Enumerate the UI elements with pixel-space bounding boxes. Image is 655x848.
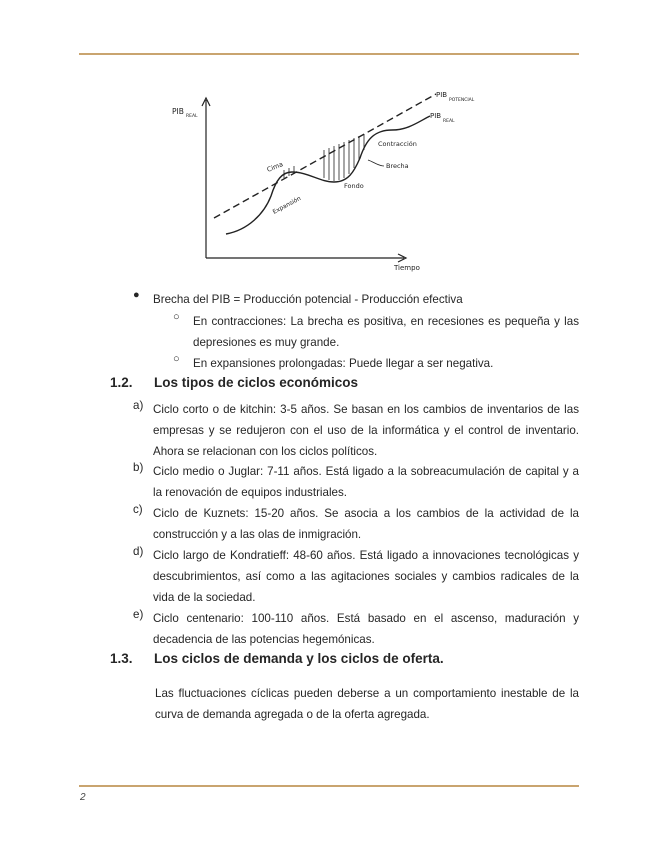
y-axis-label: PIB <box>172 107 184 116</box>
list-label: a) <box>133 399 144 412</box>
sub-bullet-marker: ○ <box>173 353 180 365</box>
contraccion-label: Contracción <box>378 140 417 148</box>
sub-bullet-marker: ○ <box>173 311 180 323</box>
section-number: 1.2. <box>110 375 133 390</box>
list-item-centenario: Ciclo centenario: 100-110 años. Está basado en el ascenso, maduración y decadencia de las potencias hegemónicas. <box>153 612 579 646</box>
sub-bullet-contractions: En contracciones: La brecha es positiva, en recesiones es pequeña y las depresiones es muy grande. <box>193 315 579 349</box>
potential-label-sub: POTENCIAL <box>449 98 475 103</box>
list-label: c) <box>133 503 143 516</box>
list-label: b) <box>133 461 144 474</box>
section-number: 1.3. <box>110 651 133 666</box>
fondo-label: Fondo <box>344 182 364 190</box>
y-axis-label-sub: REAL <box>186 114 198 119</box>
business-cycle-figure <box>168 88 488 273</box>
sub-bullet-expansions: En expansiones prolongadas: Puede llegar a ser negativa. <box>193 357 494 370</box>
list-item-kuznets: Ciclo de Kuznets: 15-20 años. Se asocia a los cambios de la actividad de la construcción y a las olas de inmigración. <box>153 507 579 541</box>
potential-gdp-line <box>214 94 436 218</box>
real-gdp-curve <box>226 116 430 234</box>
bullet-marker: ● <box>133 289 140 301</box>
real-label-sub: REAL <box>443 119 455 124</box>
gap-definition: Brecha del PIB = Producción potencial - Producción efectiva <box>153 293 463 306</box>
expansion-label: Expansión <box>271 195 303 216</box>
x-axis-label: Tiempo <box>394 264 420 272</box>
brecha-label: Brecha <box>386 162 409 170</box>
section-title: Los ciclos de demanda y los ciclos de oferta. <box>154 651 444 666</box>
header-rule <box>79 53 579 55</box>
list-label: d) <box>133 545 144 558</box>
cima-label: Cima <box>265 160 285 174</box>
list-item-juglar: Ciclo medio o Juglar: 7-11 años. Está ligado a la sobreacumulación de capital y a la renovación de equipos industriales. <box>153 465 579 499</box>
business-cycle-diagram <box>168 88 488 273</box>
potential-label: PIB <box>436 91 448 99</box>
section-title: Los tipos de ciclos económicos <box>154 375 359 390</box>
list-item-kondratieff: Ciclo largo de Kondratieff: 48-60 años. Está ligado a innovaciones tecnológicas y descubrimientos, así como a las agitaciones sociales y cambios radicales de la vida de la sociedad. <box>153 549 579 604</box>
real-label: PIB <box>430 112 442 120</box>
list-item-kitchin: Ciclo corto o de kitchin: 3-5 años. Se basan en los cambios de inventarios de las empresas y se redujeron con el uso de la informática y el control de inventario. Ahora se relacionan con los ciclos políticos. <box>153 403 579 458</box>
page-number: 2 <box>80 792 86 803</box>
list-label: e) <box>133 608 144 621</box>
footer-rule <box>79 785 579 787</box>
section-paragraph: Las fluctuaciones cíclicas pueden deberse a un comportamiento inestable de la curva de demanda agregada o de la oferta agregada. <box>155 687 579 721</box>
